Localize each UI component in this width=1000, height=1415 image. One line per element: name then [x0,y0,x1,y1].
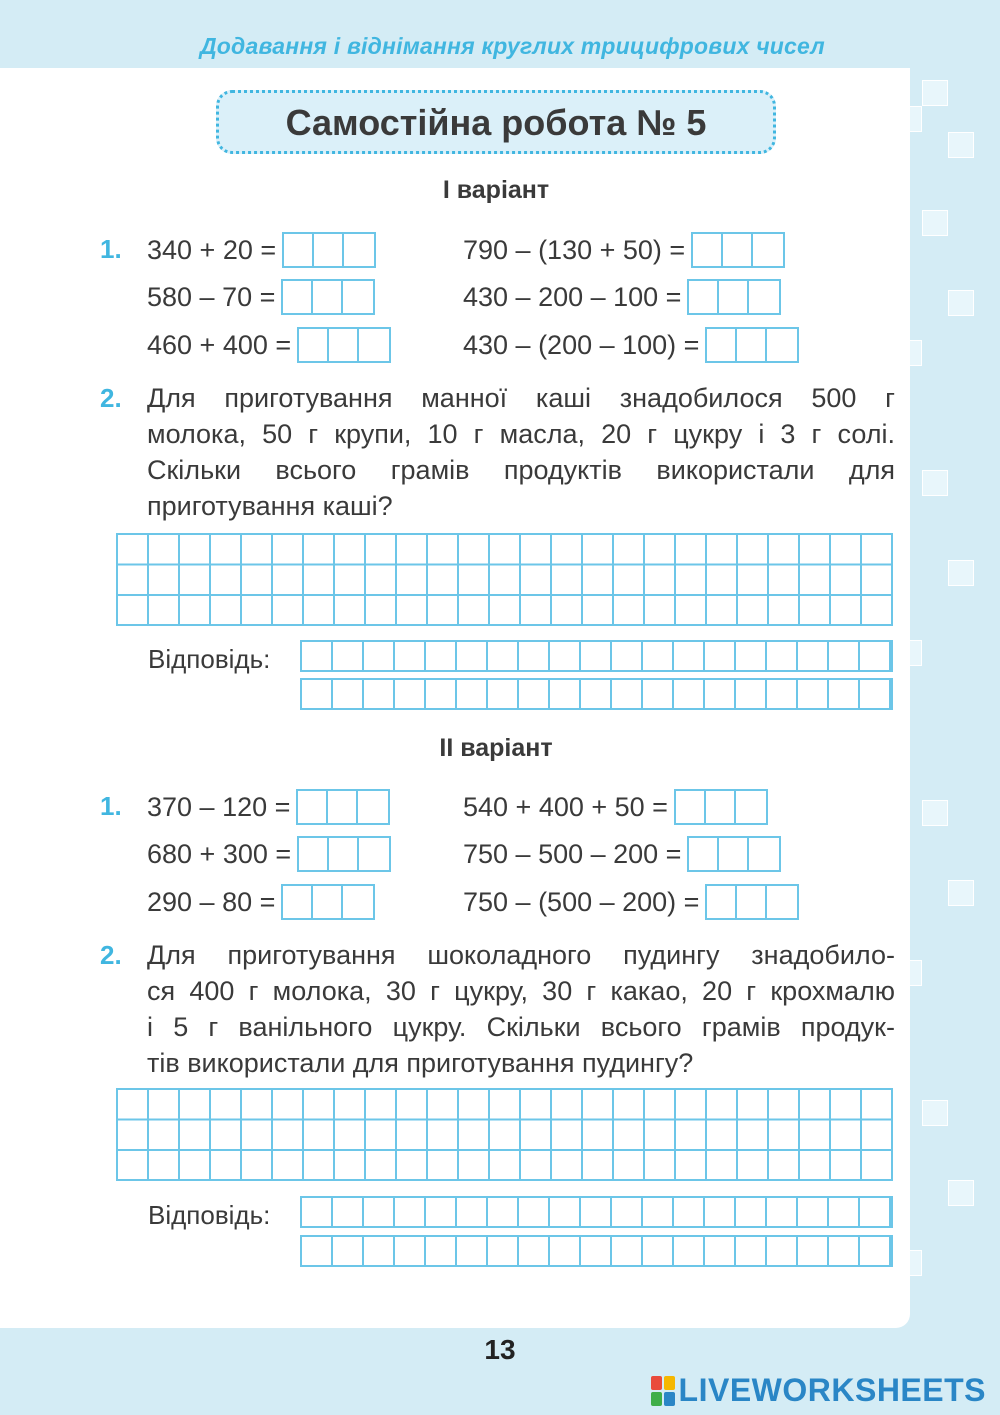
page-number: 13 [484,1334,516,1365]
v2-expr-l1: 370 – 120 = [147,789,390,825]
v1-task2-number: 2. [100,383,122,413]
v1-expr-r2: 430 – 200 – 100 = [463,279,781,315]
v2-answer-grid-2[interactable] [300,1235,893,1267]
v1-answer-grid-1[interactable] [300,640,893,672]
answer-boxes[interactable] [705,327,799,363]
answer-boxes[interactable] [296,789,390,825]
v2-expr-r3: 750 – (500 – 200) = [463,884,799,920]
v2-expr-l2: 680 + 300 = [147,836,391,872]
v2-answer-label: Відповідь: [148,1200,271,1230]
answer-boxes[interactable] [282,232,376,268]
v1-expr-l1: 340 + 20 = [147,232,376,268]
variant-2-heading: ІІ варіант [439,734,553,762]
v2-task2-text: Для приготування шоколадного пудингу знадобило- ся 400 г молока, 30 г цукру, 30 г какао, 20 г крохмалю і 5 г ванільного цукру. Скільки всього грамів продук- тів використали для приготування пудингу? [147,940,895,1078]
liveworksheets-logo[interactable]: LIVEWORKSHEETS [651,1372,986,1409]
answer-boxes[interactable] [674,789,768,825]
v2-task2-number: 2. [100,940,122,970]
liveworksheets-icon [651,1376,675,1406]
v2-expr-r2: 750 – 500 – 200 = [463,836,781,872]
v1-task2-text: Для приготування манної каші знадобилося 500 г молока, 50 г крупи, 10 г масла, 20 г цукру і 3 г солі. Скільки всього грамів продуктів використали для приготування каші? [147,383,895,521]
v1-expr-r3: 430 – (200 – 100) = [463,327,799,363]
v1-answer-label: Відповідь: [148,644,271,674]
v1-expr-l2: 580 – 70 = [147,279,375,315]
v2-solution-grid[interactable] [116,1088,893,1181]
answer-boxes[interactable] [687,836,781,872]
work-title: Самостійна робота № 5 [216,90,776,154]
v1-answer-grid-2[interactable] [300,678,893,710]
header-title: Додавання і віднімання круглих трицифрових чисел [200,33,825,59]
answer-boxes[interactable] [705,884,799,920]
variant-1-heading: І варіант [442,176,550,204]
v1-task1-number: 1. [100,234,122,264]
v1-expr-r1: 790 – (130 + 50) = [463,232,785,268]
v2-expr-l3: 290 – 80 = [147,884,375,920]
answer-boxes[interactable] [297,327,391,363]
answer-boxes[interactable] [297,836,391,872]
v2-task1-number: 1. [100,791,122,821]
answer-boxes[interactable] [281,884,375,920]
v2-answer-grid-1[interactable] [300,1196,893,1228]
v1-expr-l3: 460 + 400 = [147,327,391,363]
v1-solution-grid[interactable] [116,533,893,626]
v2-expr-r1: 540 + 400 + 50 = [463,789,768,825]
answer-boxes[interactable] [281,279,375,315]
answer-boxes[interactable] [687,279,781,315]
answer-boxes[interactable] [691,232,785,268]
